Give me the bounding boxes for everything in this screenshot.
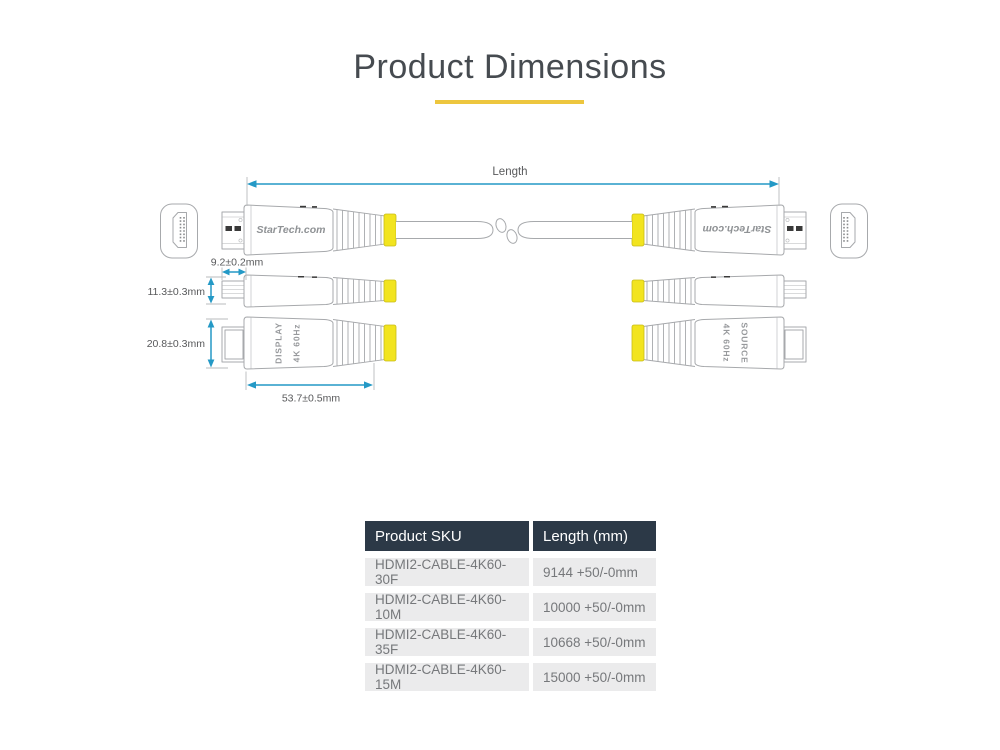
length-cell: 10000 +50/-0mm (533, 593, 656, 621)
display-label: DISPLAY (273, 322, 284, 364)
sku-table (365, 521, 656, 691)
connector-length-label: 53.7±0.5mm (281, 392, 341, 405)
length-dimension (247, 166, 779, 206)
connector-body-top (244, 317, 333, 369)
connector-height-dimension (147, 319, 228, 368)
length-cell: 9144 +50/-0mm (533, 558, 656, 586)
length-dimension-label: Length (492, 166, 528, 178)
connector-height-label: 20.8±0.3mm (146, 338, 205, 350)
source-sub-label: 4K 60Hz (721, 323, 732, 363)
sku-cell: HDMI2-CABLE-4K60-35F (365, 628, 529, 656)
plug-length-label: 9.2±0.2mm (210, 256, 264, 269)
brand-label-left: StarTech.com (256, 224, 326, 236)
sku-cell: HDMI2-CABLE-4K60-30F (365, 558, 529, 586)
display-sub-label: 4K 60Hz (291, 323, 302, 363)
yellow-band (384, 214, 396, 246)
cable (396, 217, 632, 244)
brand-label-right: StarTech.com (702, 223, 772, 235)
plug-height-label: 11.3±0.3mm (147, 286, 205, 298)
table-header-length: Length (mm) (533, 521, 656, 551)
table-header-product-sku: Product SKU (365, 521, 529, 551)
page-title: Product Dimensions (353, 48, 667, 86)
sku-cell: HDMI2-CABLE-4K60-10M (365, 593, 529, 621)
cable-break-icon (494, 217, 507, 233)
strain-relief-ribs (333, 209, 385, 251)
sku-cell: HDMI2-CABLE-4K60-15M (365, 663, 529, 691)
source-label: SOURCE (739, 322, 750, 364)
connector-length-dimension (246, 363, 374, 405)
length-cell: 15000 +50/-0mm (533, 663, 656, 691)
length-cell: 10668 +50/-0mm (533, 628, 656, 656)
plug-height-dimension (147, 277, 226, 304)
